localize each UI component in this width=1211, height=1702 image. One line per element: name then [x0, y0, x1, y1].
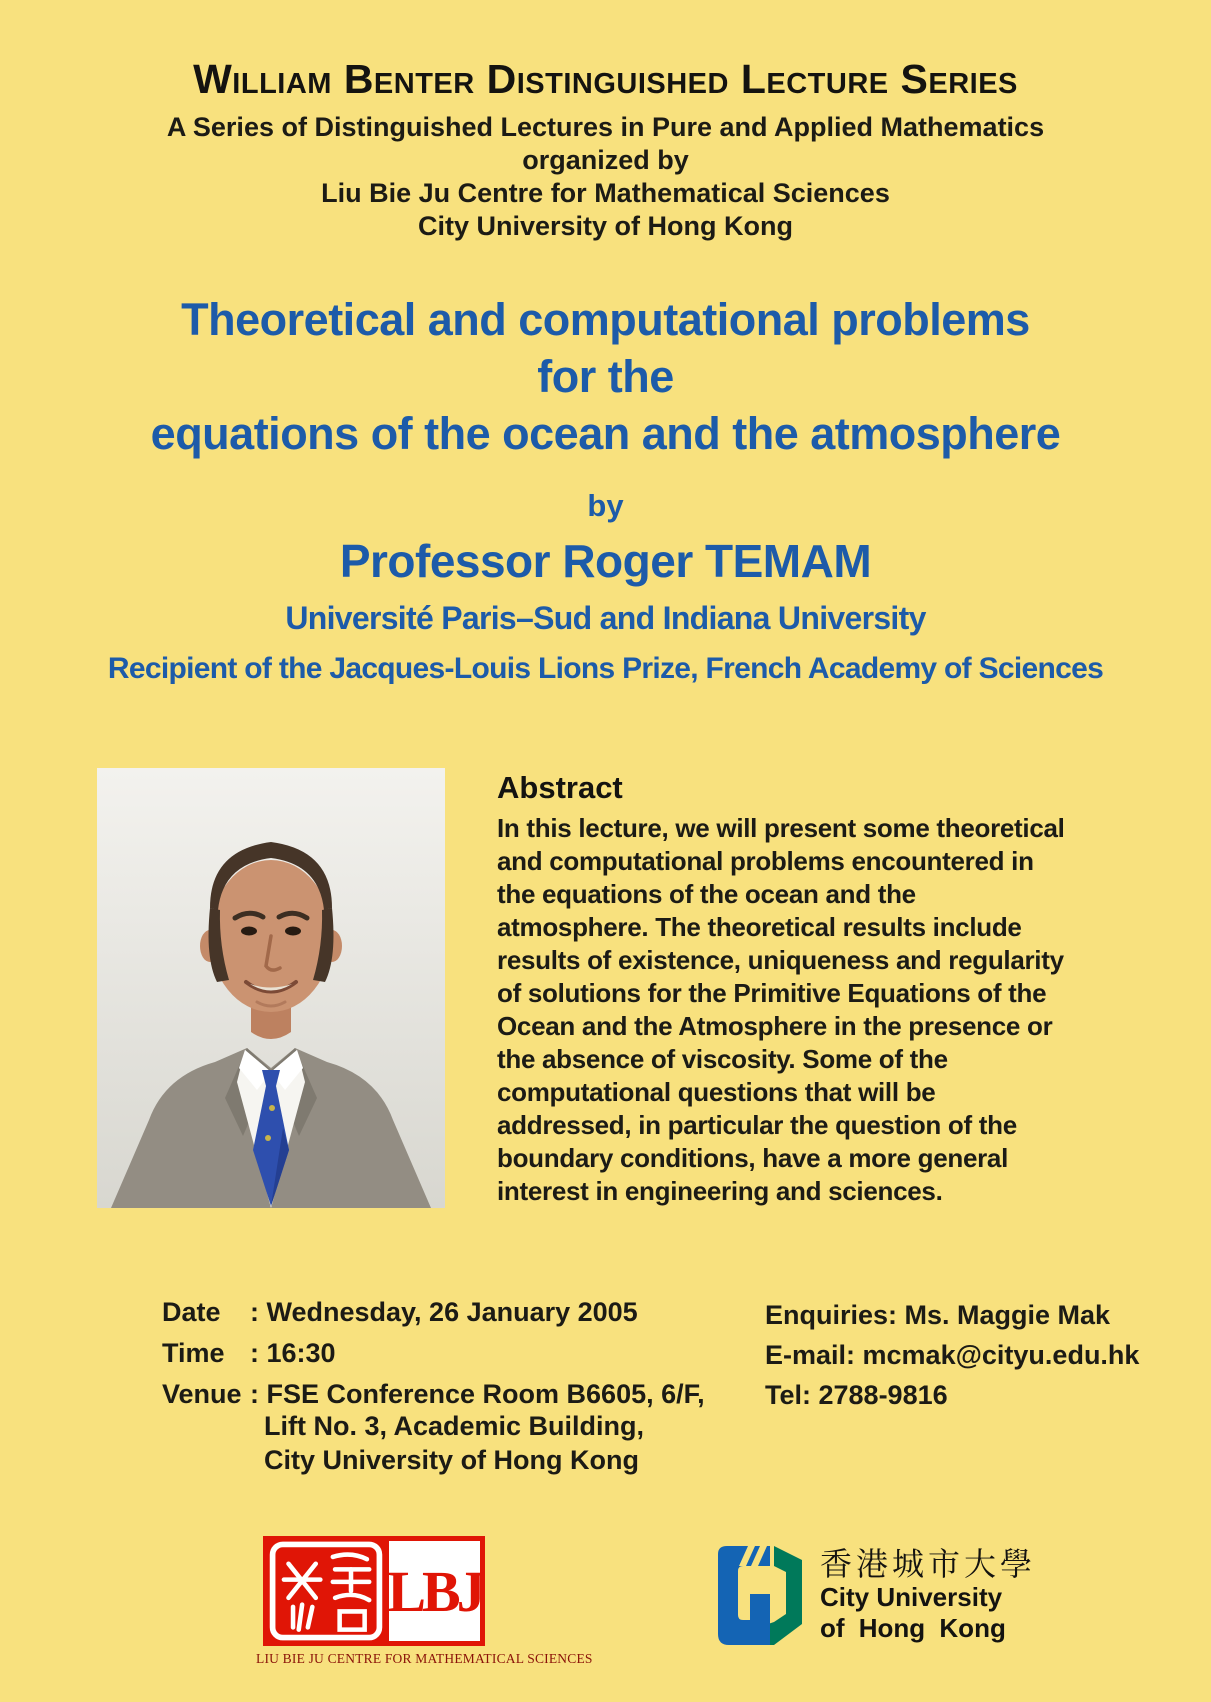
speaker-name: Professor Roger TEMAM [339, 535, 872, 587]
speaker-award: Recipient of the Jacques-Louis Lions Prize, French Academy of Sciences [107, 652, 1104, 685]
enquiries-line: Enquiries: Ms. Maggie Mak [765, 1300, 1111, 1330]
lecture-title-line3: equations of the ocean and the atmosphere [150, 408, 1061, 459]
lbj-caption: LIU BIE JU CENTRE FOR MATHEMATICAL SCIENCES [256, 1651, 593, 1666]
venue-value [250, 1380, 705, 1476]
abstract-body: In this lecture, we will present some theoretical and computational problems encountered in the equations of the ocean and the atmosphere. The theoretical results include results of existence, uniqueness and regularity of solutions for the Primitive Equations of the Ocean and the Atmosphere in the presence or the absence of viscosity. Some of the computational questions that will be addressed, in particular the question of the boundary conditions, have a more general interest in engineering and sciences. [497, 813, 1065, 1206]
cityu-chinese-name: 香港城市大學 [820, 1546, 1037, 1582]
abstract-block [497, 770, 1072, 1208]
time-label: Time [162, 1338, 225, 1368]
lecture-title-line2: for the [537, 351, 674, 402]
cityu-english-name-line1: City University [820, 1582, 1003, 1612]
by-label: by [587, 488, 624, 523]
lbj-logo [256, 1536, 593, 1667]
cityu-english-name-line2: of Hong Kong [820, 1613, 1006, 1643]
title-block [0, 291, 1211, 686]
speaker-affiliation: Université Paris–Sud and Indiana University [285, 600, 926, 636]
venue-label: Venue [162, 1379, 242, 1409]
cityu-logo [688, 1538, 1036, 1652]
cityu-logo-icon [688, 1538, 806, 1652]
contact-block [765, 1301, 1139, 1421]
speaker-photo [97, 768, 445, 1208]
tel-line: Tel: 2788-9816 [765, 1380, 948, 1410]
venue-line2: Lift No. 3, Academic Building, [264, 1411, 645, 1441]
series-title: William Benter Distinguished Lecture Series [193, 56, 1018, 102]
lbj-letters: LBJ [387, 1558, 482, 1624]
lecture-title-line1: Theoretical and computational problems [181, 294, 1030, 345]
date-value: : Wednesday, 26 January 2005 [250, 1297, 638, 1327]
lecture-title [0, 291, 1211, 462]
event-details [162, 1298, 705, 1476]
header-block [0, 0, 1211, 243]
email-line: E-mail: mcmak@cityu.edu.hk [765, 1340, 1140, 1370]
organizer-university: City University of Hong Kong [417, 211, 793, 241]
time-value: : 16:30 [250, 1338, 336, 1368]
lbj-seal-icon [268, 1541, 384, 1641]
date-label: Date [162, 1297, 221, 1327]
speaker-portrait-illustration [97, 768, 445, 1208]
venue-line3: City University of Hong Kong [264, 1445, 640, 1475]
venue-line1: : FSE Conference Room B6605, 6/F, [250, 1379, 705, 1409]
abstract-heading: Abstract [497, 770, 623, 805]
lbj-logo-box [263, 1536, 485, 1646]
series-subtitle: A Series of Distinguished Lectures in Pure and Applied Mathematics [166, 112, 1045, 142]
organized-by-label: organized by [522, 145, 689, 175]
organizer-name: Liu Bie Ju Centre for Mathematical Sciences [321, 178, 890, 208]
cityu-logo-text [820, 1538, 1036, 1644]
lbj-letters-panel [389, 1541, 480, 1641]
